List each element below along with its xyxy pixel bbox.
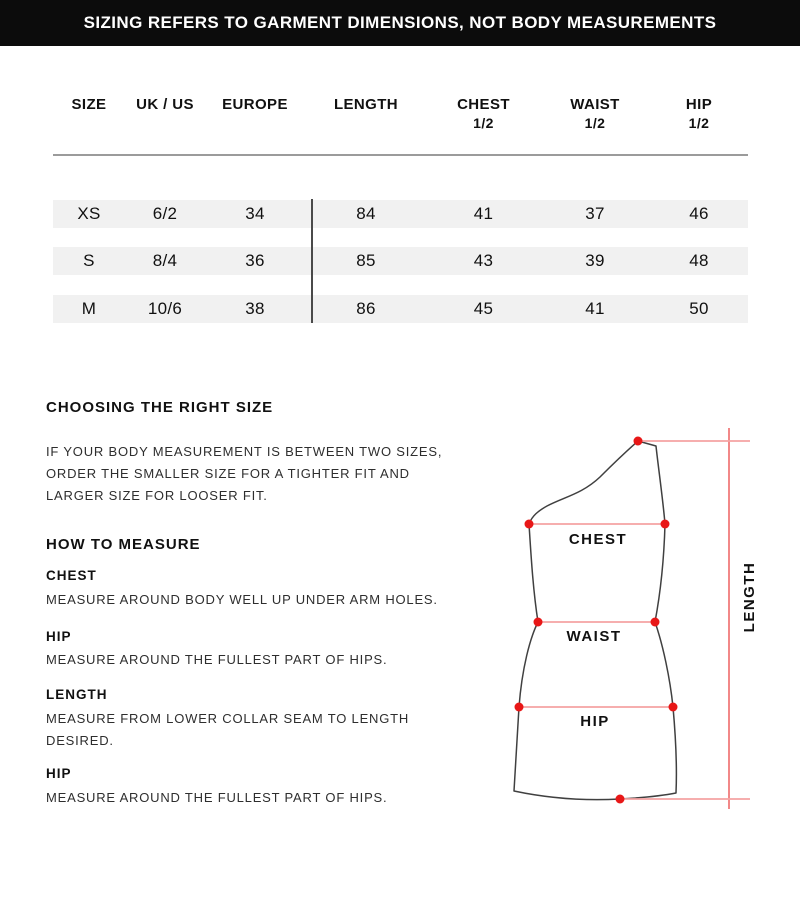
table-cell: 50 (689, 299, 709, 318)
measure-item-chest-label: CHEST (46, 568, 97, 583)
table-cell: 8/4 (152, 251, 178, 270)
measure-dot-hem (616, 795, 625, 804)
measure-item-hip-label: HIP (46, 629, 72, 644)
measure-item-hip2-text: MEASURE AROUND THE FULLEST PART OF HIPS. (46, 790, 388, 805)
table-cell: 85 (356, 251, 376, 270)
column-header-size: SIZE (71, 96, 107, 113)
table-cell: 37 (585, 204, 605, 223)
table-row-m (53, 295, 748, 323)
choosing-size-body: IF YOUR BODY MEASUREMENT IS BETWEEN TWO SIZES, ORDER THE SMALLER SIZE FOR A TIGHTER FIT AND LARGER SIZE FOR LOOSER FIT. (46, 444, 443, 503)
table-cell: 36 (245, 251, 265, 270)
sizing-disclaimer-text: SIZING REFERS TO GARMENT DIMENSIONS, NOT BODY MEASUREMENTS (83, 13, 717, 32)
table-row-s (53, 247, 748, 275)
measure-item-chest-text: MEASURE AROUND BODY WELL UP UNDER ARM HOLES. (46, 592, 438, 607)
table-cell: 43 (473, 251, 494, 270)
chest-label: CHEST (568, 531, 628, 548)
measure-dot-chest-right (661, 520, 670, 529)
table-cell: XS (77, 204, 101, 223)
column-header-hip: HIP 1/2 (685, 96, 713, 131)
table-cell: 10/6 (147, 299, 183, 318)
measure-item-hip-text: MEASURE AROUND THE FULLEST PART OF HIPS. (46, 652, 388, 667)
measure-dot-waist-left (534, 618, 543, 627)
column-header-uk-us: UK / US (136, 96, 194, 113)
choosing-size-title: CHOOSING THE RIGHT SIZE (46, 399, 274, 416)
measure-dot-hip-right (669, 703, 678, 712)
measure-dot-waist-right (651, 618, 660, 627)
column-header-waist: WAIST 1/2 (570, 96, 620, 131)
table-cell: 48 (689, 251, 709, 270)
column-header-europe: EUROPE (222, 96, 288, 113)
hip-label: HIP (580, 713, 610, 730)
table-cell: 41 (473, 204, 494, 223)
column-header-chest: CHEST 1/2 (457, 96, 510, 131)
table-cell: S (83, 251, 95, 270)
measure-dot-shoulder (634, 437, 643, 446)
measure-item-length-label: LENGTH (46, 687, 108, 702)
table-column-divider (311, 199, 313, 323)
table-cell: 38 (245, 299, 265, 318)
column-header-length: LENGTH (333, 96, 399, 113)
table-row-xs (53, 200, 748, 228)
how-to-measure-title: HOW TO MEASURE (46, 536, 201, 553)
table-cell: 6/2 (152, 204, 178, 223)
table-cell: 86 (356, 299, 376, 318)
measure-dot-hip-left (515, 703, 524, 712)
measure-dot-chest-left (525, 520, 534, 529)
waist-label: WAIST (566, 628, 622, 645)
measure-item-length-text: MEASURE FROM LOWER COLLAR SEAM TO LENGTH DESIRED. (46, 711, 410, 748)
length-label: LENGTH (741, 561, 758, 633)
table-cell: 34 (245, 204, 265, 223)
table-header-rule (53, 154, 748, 156)
size-table-header (53, 95, 748, 133)
table-cell: 41 (585, 299, 605, 318)
table-cell: 45 (473, 299, 494, 318)
table-cell: M (81, 299, 97, 318)
measure-item-hip2-label: HIP (46, 766, 72, 781)
sizing-disclaimer-banner (0, 0, 800, 46)
table-cell: 46 (689, 204, 709, 223)
table-cell: 39 (585, 251, 605, 270)
table-cell: 84 (356, 204, 376, 223)
dress-measurement-diagram (480, 410, 800, 830)
